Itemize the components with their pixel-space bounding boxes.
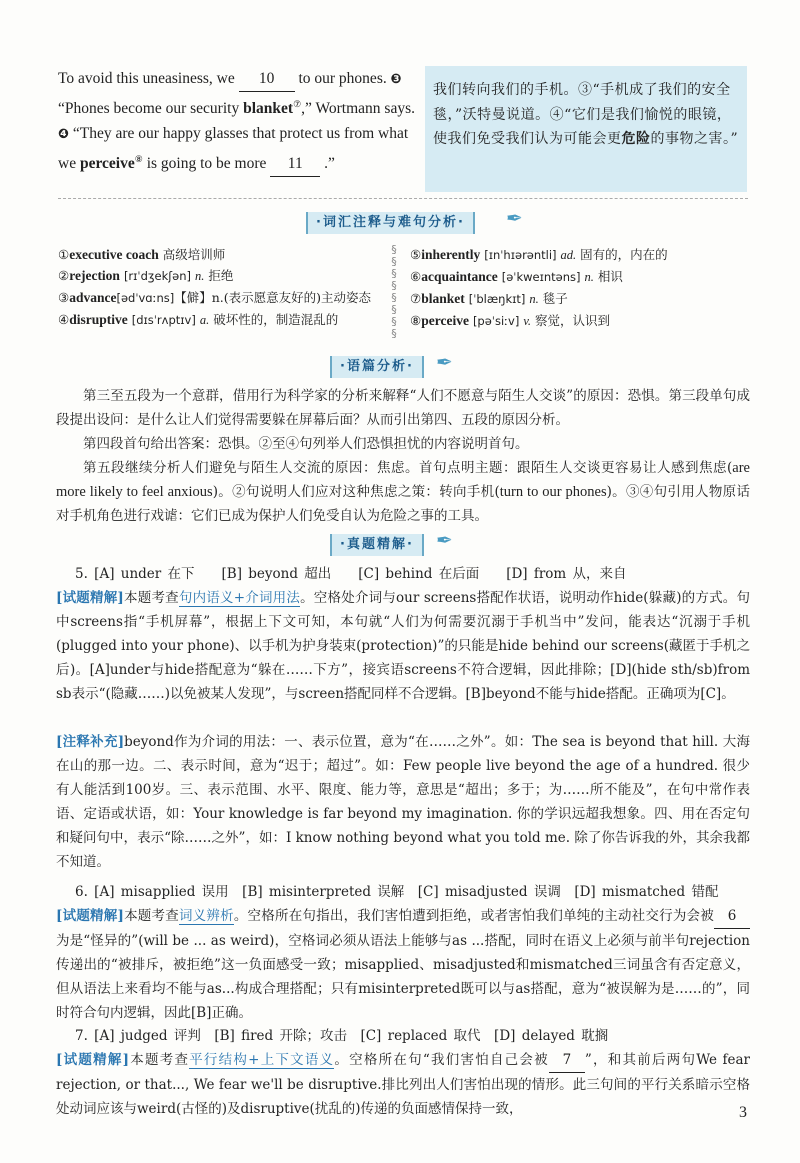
- vocab-item: ⑤inherently [ɪnˈhɪərəntli] ad. 固有的，内在的: [410, 247, 668, 262]
- vocab-list-right: [410, 244, 750, 332]
- text: is going to be more: [146, 155, 267, 173]
- label: [试题精解]: [56, 1052, 129, 1068]
- q7-explanation: [试题精解]本题考查平行结构+上下文语义。空格所在句“我们害怕自己会被 7 ”，和其前后两句We fear rejection, or that..., We fear we'll be disruptive.排比列出人们害怕出现的情形。此三句间的平行关系暗示空格处动词应该与weird(古怪的)及disruptive(扰乱的)传递的负面感情保持一致，: [56, 1048, 750, 1121]
- text: ,” Wortmann says.: [301, 100, 415, 118]
- text: ④“它们是我们愉悦的眼镜，使我们免受我们认为可能会更: [433, 106, 732, 147]
- paragraph: 第四段首句给出答案：恐惧。②至④句列举人们恐惧担忧的内容说明首句。: [83, 436, 529, 452]
- vocab-item: ②rejection [rɪˈdʒekʃən] n. 拒绝: [58, 268, 234, 283]
- answer-blank-10: 10: [239, 66, 295, 92]
- vocab-item: ④disruptive [dɪsˈrʌptɪv] a. 破坏性的，制造混乱的: [58, 312, 339, 327]
- q6-options: 6. [A] misapplied 误用 [B] misinterpreted 误解 [C] misadjusted 误调 [D] mismatched 错配: [75, 884, 719, 900]
- q5-options: 5. [A] under 在下 [B] beyond 超出 [C] behind 在后面 [D] from 从，来自: [75, 566, 627, 582]
- keyword: 危险: [621, 131, 651, 147]
- paragraph: 第三至五段为一个意群，借用行为科学家的分析来解释“人们不愿意与陌生人交谈”的原因：恐惧。第三段单句成段提出设问：是什么让人们觉得需要躲在屏幕后面？从而引出第四、五段的原因分析。: [56, 388, 750, 428]
- q5-explanation: [试题精解]本题考查句内语义+介词用法。空格处介词与our screens搭配作状语，说明动作hide(躲藏)的方式。句中screens指“手机屏幕”，根据上下文可知，本句就“人们为何需要沉溺于手机当中”发问，能表达“沉溺于手机(plugged into your phone)、以手机为护身装束(protection)”的只能是hide behind our screens(藏匿于手机之后)。[A]under与hide搭配意为“躲在……下方”，接宾语screens不符合逻辑，因此排除；[D](hide sth/sb)from sb表示“(隐藏……)以免被某人发现”，与screen搭配同样不合逻辑。[B]beyond不能与hide搭配。正确项为[C]。: [56, 590, 751, 702]
- footnote-mark: ⑧: [134, 154, 143, 165]
- text: .”: [324, 155, 335, 173]
- passage-chinese: [425, 66, 747, 192]
- label: [试题精解]: [56, 590, 124, 606]
- topic-link: 平行结构+上下文语义: [189, 1052, 335, 1068]
- section-title-analysis: ·语篇分析·: [330, 356, 424, 378]
- note-supplement: [注释补充]beyond作为介词的用法：一、表示位置，意为“在……之外”。如：The sea is beyond that hill. 大海在山的那一边。二、表示时间，意为“迟于；超过”。如：Few people live beyond the age of a hundred. 很少有人能活到100岁。三、表示范围、水平、限度、能力等，意思是“超出；多于；为……所不能及”，在句中常作表语、定语或状语，如：Your knowledge is far beyond my imagination. 你的学识远超我想象。四、用在否定句和疑问句中，表示“除……之外”，如：I know nothing beyond what you told me. 除了你告诉我的外，其余我都不知道。: [56, 734, 750, 870]
- text: ③“手机成了我们的安全毯，”沃特曼说道。: [433, 82, 731, 123]
- divider: [58, 198, 748, 199]
- page-number: 3: [739, 1104, 747, 1121]
- sentence-number: ❸: [390, 72, 402, 87]
- topic-link: 词义辨析: [178, 908, 234, 924]
- answer-blank: 6: [714, 904, 750, 929]
- sentence-number: ❹: [58, 127, 70, 143]
- keyword: perceive: [79, 155, 135, 173]
- vocab-item: ⑧perceive [pəˈsiːv] v. 察觉，认识到: [410, 313, 611, 328]
- quill-icon: ✒: [436, 350, 453, 374]
- vocab-item: ③advance[ədˈvɑːns]【僻】n.(表示愿意友好的)主动姿态: [58, 290, 372, 305]
- text: 的事物之害。”: [650, 131, 739, 147]
- vocab-item: ①executive coach 高级培训师: [58, 247, 226, 262]
- text: “They are our happy glasses that protect us from what we: [58, 125, 409, 173]
- answer-blank-11: 11: [270, 151, 320, 177]
- quill-icon: ✒: [506, 206, 523, 230]
- paragraph: 第五段继续分析人们避免与陌生人交流的原因：焦虑。首句点明主题：跟陌生人交谈更容易让人感到焦虑(are more likely to feel anxious)。②句说明人们应对这种焦虑之策：转向手机(turn to our phones)。③④句引用人物原话对手机角色进行戏谑：它们已成为保护人们免受自认为危险之事的工具。: [56, 460, 750, 524]
- quill-icon: ✒: [436, 528, 453, 552]
- q7-options: 7. [A] judged 评判 [B] fired 开除；攻击 [C] replaced 取代 [D] delayed 耽搁: [75, 1028, 609, 1044]
- analysis-body: [56, 384, 750, 528]
- q6-explanation: [试题精解]本题考查词义辨析。空格所在句指出，我们害怕遭到拒绝，或者害怕我们单纯的主动社交行为会被 6为是“怪异的”(will be ... as weird)，空格词必须从语法上能够与as ...搭配，同时在语义上必须与前半句rejection传递出的“被排斥，被拒绝”这一负面感受一致；misapplied、misadjusted和mismatched三词虽含有否定意义，但从语法上来看均不能与as...构成合理搭配；只有misinterpreted既可以与as搭配，意为“被误解为是……的”，同时符合句内逻辑，因此[B]正确。: [56, 904, 750, 1025]
- text: 我们转向我们的手机。: [433, 82, 578, 98]
- section-title-vocab: ·词汇注释与难句分析·: [306, 212, 475, 234]
- vocab-list-left: [58, 244, 383, 331]
- vocab-item: ⑦blanket [ˈblæŋkɪt] n. 毯子: [410, 291, 568, 306]
- label: [注释补充]: [56, 734, 125, 750]
- section-title-answers: ·真题精解·: [330, 534, 424, 556]
- vocab-item: ⑥acquaintance [əˈkweɪntəns] n. 相识: [410, 269, 623, 284]
- text: To avoid this uneasiness, we: [58, 70, 235, 87]
- text: “Phones become our security: [58, 100, 240, 118]
- topic-link: 句内语义+介词用法: [178, 590, 301, 606]
- text: to our phones.: [298, 70, 387, 87]
- passage-english: [58, 66, 416, 177]
- answer-blank: 7: [549, 1048, 585, 1073]
- keyword: blanket: [243, 100, 294, 118]
- footnote-mark: ⑦: [293, 99, 302, 109]
- label: [试题精解]: [56, 908, 124, 924]
- vocab-divider: § § § § § § § §: [391, 243, 397, 340]
